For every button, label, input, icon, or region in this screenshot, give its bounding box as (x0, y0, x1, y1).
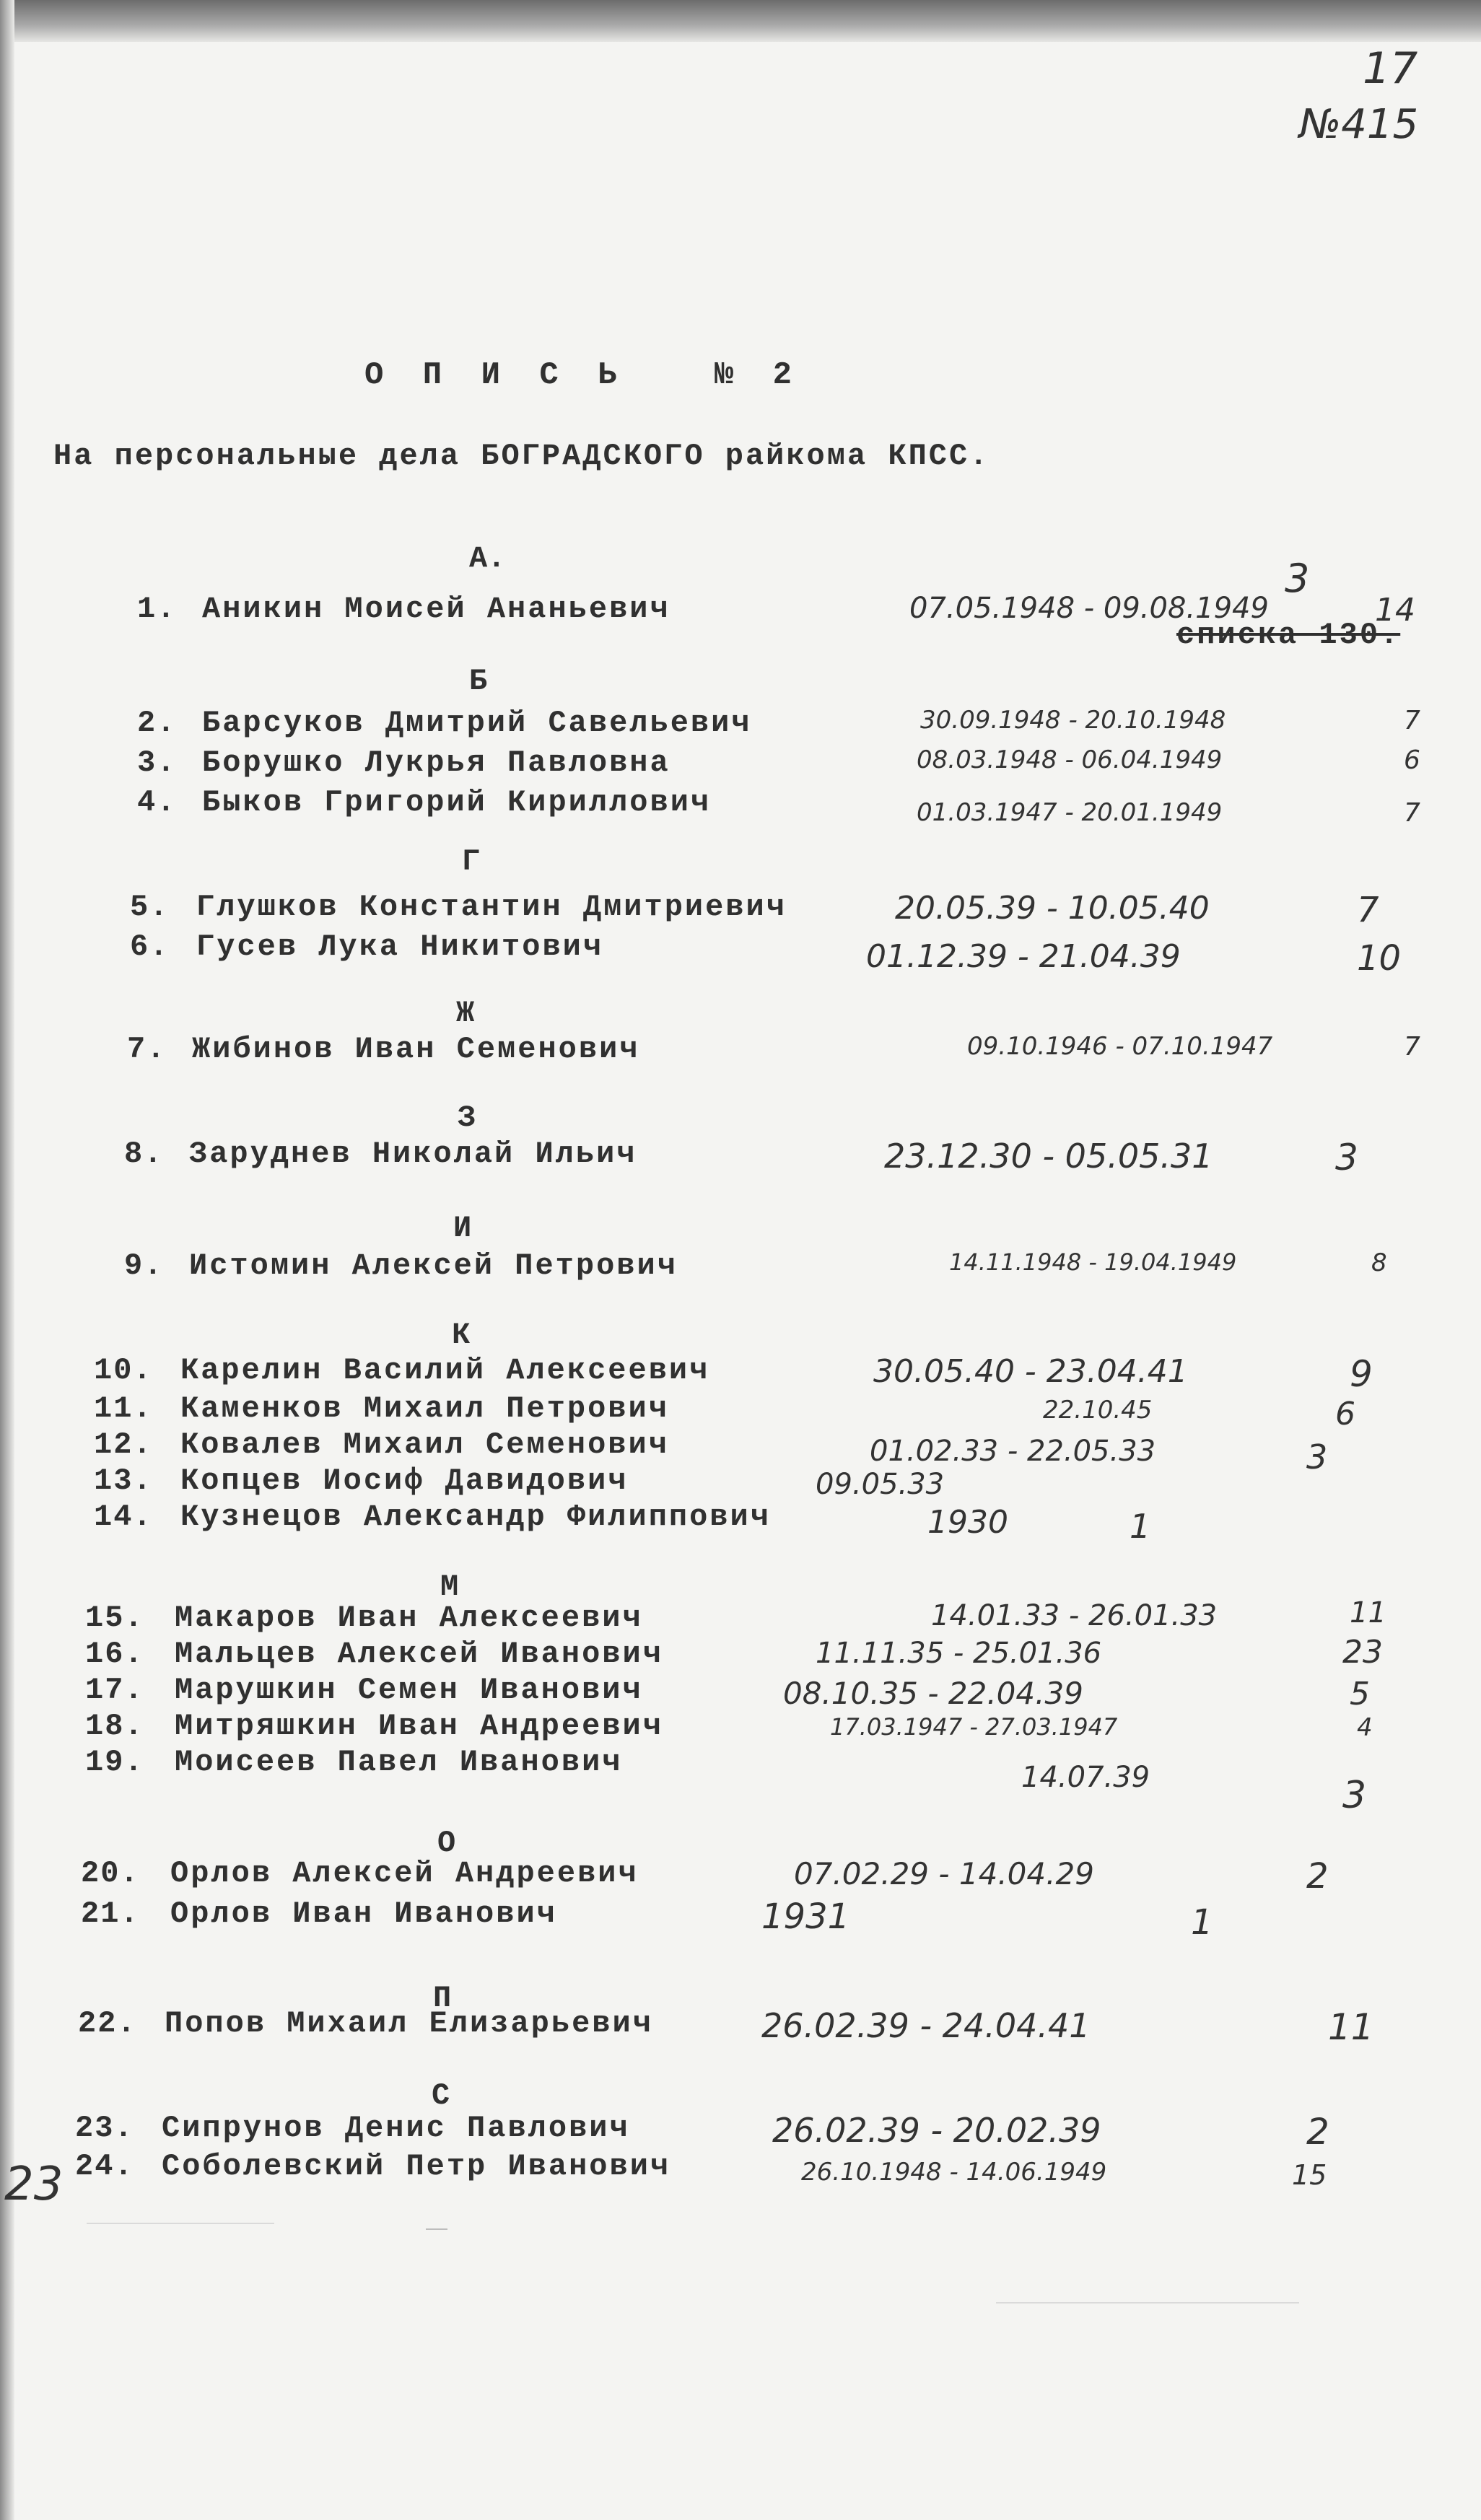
entry-sheets: 9 (1350, 1353, 1373, 1395)
entry-sheets: 11 (1350, 1596, 1386, 1629)
entry-dates: 14.01.33 - 26.01.33 (931, 1599, 1218, 1632)
file-number: №415 (1299, 101, 1419, 148)
list-item (0, 1896, 1481, 1943)
entry-sheets: 7 (1404, 706, 1420, 735)
entry-dates: 30.05.40 - 23.04.41 (873, 1353, 1188, 1390)
entry-sheets: 2 (1306, 2111, 1329, 2153)
entry-number: 18. (85, 1709, 144, 1744)
entry-name: Марушкин Семен Иванович (175, 1673, 643, 1707)
entry-dates: 1930 (927, 1504, 1008, 1541)
entry-name: Соболевский Петр Иванович (162, 2149, 671, 2184)
list-item (0, 1596, 1481, 1641)
entry-sheets: 14 (1375, 592, 1415, 629)
entry-name: Аникин Моисей Ананьевич (202, 592, 670, 626)
struck-note: списка 130. (1176, 618, 1401, 652)
entry-dates: 26.10.1948 - 14.06.1949 (801, 2158, 1107, 2187)
entry-number: 21. (81, 1896, 140, 1931)
entry-sheets: 2 (1306, 1856, 1329, 1896)
entry-sheets: 8 (1371, 1248, 1387, 1277)
section-letter-g: Г (462, 844, 481, 879)
entry-name: Истомин Алексей Петрович (189, 1248, 678, 1283)
entry-name: Ковалев Михаил Семенович (180, 1427, 669, 1462)
corrected-total: 3 (1285, 556, 1310, 601)
sheet-number: 17 (1363, 43, 1418, 94)
list-item (0, 1427, 1481, 1476)
entry-dates: 09.10.1946 - 07.10.1947 (967, 1032, 1273, 1061)
entry-number: 8. (124, 1137, 164, 1171)
section-letter-o: О (437, 1826, 456, 1860)
entry-name: Жибинов Иван Семенович (192, 1032, 640, 1067)
entry-name: Карелин Василий Алексеевич (180, 1353, 710, 1388)
entry-number: 20. (81, 1856, 140, 1891)
entry-dates: 01.02.33 - 22.05.33 (870, 1435, 1156, 1468)
entry-dates: 22.10.45 (1043, 1396, 1153, 1425)
entry-number: 24. (75, 2149, 134, 2184)
entry-name: Моисеев Павел Иванович (175, 1745, 623, 1780)
entry-number: 15. (85, 1601, 144, 1635)
entry-dates: 30.09.1948 - 20.10.1948 (920, 706, 1226, 735)
entry-name: Макаров Иван Алексеевич (175, 1601, 643, 1635)
list-item (0, 745, 1481, 786)
entry-name: Сипрунов Денис Павлович (162, 2111, 630, 2145)
entry-sheets: 15 (1292, 2159, 1327, 2191)
list-item (0, 2111, 1481, 2151)
entry-name: Мальцев Алексей Иванович (175, 1637, 663, 1671)
section-letter-s: С (432, 2078, 450, 2113)
entry-dates: 08.10.35 - 22.04.39 (783, 1676, 1083, 1711)
section-letter-p: П (433, 1981, 452, 2016)
entry-name: Глушков Константин Дмитриевич (196, 890, 787, 924)
section-letter-zh: Ж (456, 996, 475, 1031)
list-item (0, 1634, 1481, 1677)
list-item (0, 706, 1481, 746)
entry-number: 2. (137, 706, 177, 740)
entry-name: Каменков Михаил Петрович (180, 1391, 669, 1426)
entry-number: 4. (137, 785, 177, 820)
scan-top-edge (0, 0, 1481, 42)
entry-dates: 1931 (761, 1896, 850, 1937)
entry-name: Орлов Иван Иванович (170, 1896, 557, 1931)
entry-number: 16. (85, 1637, 144, 1671)
entry-number: 5. (130, 890, 170, 924)
entry-number: 10. (94, 1353, 153, 1388)
entry-dates: 09.05.33 (816, 1468, 945, 1501)
entry-sheets: 23 (1342, 1634, 1383, 1671)
bleed-line (87, 2223, 274, 2224)
entry-name: Митряшкин Иван Андреевич (175, 1709, 663, 1744)
entry-dates: 11.11.35 - 25.01.36 (816, 1637, 1102, 1670)
entry-name: Орлов Алексей Андреевич (170, 1856, 639, 1891)
entry-dates: 01.03.1947 - 20.01.1949 (917, 798, 1223, 827)
list-item (0, 1500, 1481, 1546)
entry-number: 1. (137, 592, 177, 626)
entry-sheets: 7 (1357, 890, 1379, 930)
entry-name: Заруднев Николай Ильич (189, 1137, 637, 1171)
entry-sheets: 7 (1404, 1032, 1420, 1062)
entry-name: Кузнецов Александр Филиппович (180, 1500, 771, 1534)
entry-dates: 17.03.1947 - 27.03.1947 (830, 1713, 1118, 1741)
entry-name: Гусев Лука Никитович (196, 929, 604, 964)
entry-sheets: 3 (1335, 1137, 1358, 1178)
page-subtitle: На персональные дела БОГРАДСКОГО райкома КПСС. (53, 439, 990, 473)
entry-sheets: 4 (1357, 1713, 1373, 1742)
entry-number: 14. (94, 1500, 153, 1534)
entry-number: 19. (85, 1745, 144, 1780)
entry-number: 9. (124, 1248, 164, 1283)
list-item (0, 929, 1481, 979)
entry-name: Быков Григорий Кириллович (202, 785, 712, 820)
section-letter-m: М (440, 1570, 459, 1604)
dash-mark (426, 2228, 447, 2230)
list-item (0, 890, 1481, 930)
entry-number: 11. (94, 1391, 153, 1426)
entry-dates: 01.12.39 - 21.04.39 (866, 938, 1181, 975)
section-letter-a: А. (469, 541, 506, 576)
list-item (0, 1709, 1481, 1749)
entry-dates: 26.02.39 - 24.04.41 (761, 2006, 1091, 2045)
entry-number: 13. (94, 1464, 153, 1498)
section-letter-z: З (458, 1101, 476, 1135)
entry-number: 3. (137, 745, 177, 780)
list-item (0, 1391, 1481, 1432)
entry-sheets: 6 (1335, 1396, 1355, 1432)
entry-dates: 23.12.30 - 05.05.31 (884, 1137, 1213, 1176)
entry-name: Попов Михаил Елизарьевич (165, 2006, 653, 2041)
entry-number: 7. (127, 1032, 167, 1067)
list-item (0, 785, 1481, 826)
entry-sheets: 1 (1130, 1507, 1151, 1546)
list-item (0, 1353, 1481, 1394)
section-letter-k: К (452, 1318, 471, 1352)
entry-dates: 07.05.1948 - 09.08.1949 (909, 592, 1269, 625)
entry-number: 6. (130, 929, 170, 964)
entry-name: Копцев Иосиф Давидович (180, 1464, 629, 1498)
entry-sheets: 7 (1404, 798, 1420, 828)
bleed-line (996, 2302, 1299, 2304)
entry-dates: 26.02.39 - 20.02.39 (772, 2111, 1101, 2150)
section-letter-b: Б (469, 664, 488, 699)
page-title: О П И С Ь № 2 (364, 357, 803, 393)
entry-dates: 14.11.1948 - 19.04.1949 (949, 1248, 1237, 1276)
list-item (0, 1137, 1481, 1177)
list-item (0, 1464, 1481, 1504)
list-item (0, 1856, 1481, 1896)
list-item (0, 1673, 1481, 1713)
section-letter-i: И (453, 1211, 472, 1246)
list-item (0, 2149, 1481, 2189)
entry-number: 17. (85, 1673, 144, 1707)
entry-sheets: 10 (1357, 938, 1402, 979)
entry-sheets: 5 (1350, 1676, 1370, 1712)
margin-total: 23 (4, 2158, 64, 2211)
entry-dates: 08.03.1948 - 06.04.1949 (917, 745, 1223, 774)
entry-number: 12. (94, 1427, 153, 1462)
entry-name: Барсуков Дмитрий Савельевич (202, 706, 752, 740)
entry-dates: 20.05.39 - 10.05.40 (895, 890, 1210, 927)
entry-sheets: 6 (1404, 745, 1420, 775)
entry-number: 23. (75, 2111, 134, 2145)
entry-sheets: 3 (1342, 1774, 1367, 1817)
list-item (0, 1032, 1481, 1072)
entry-sheets: 1 (1191, 1902, 1213, 1943)
entry-sheets: 3 (1306, 1438, 1328, 1476)
entry-dates: 14.07.39 (1021, 1761, 1150, 1794)
list-item (0, 1745, 1481, 1817)
entry-name: Борушко Лукрья Павловна (202, 745, 670, 780)
list-item (0, 1248, 1481, 1289)
list-item (0, 2006, 1481, 2047)
entry-dates: 07.02.29 - 14.04.29 (794, 1856, 1094, 1891)
entry-number: 22. (78, 2006, 137, 2041)
entry-sheets: 11 (1328, 2006, 1374, 2048)
